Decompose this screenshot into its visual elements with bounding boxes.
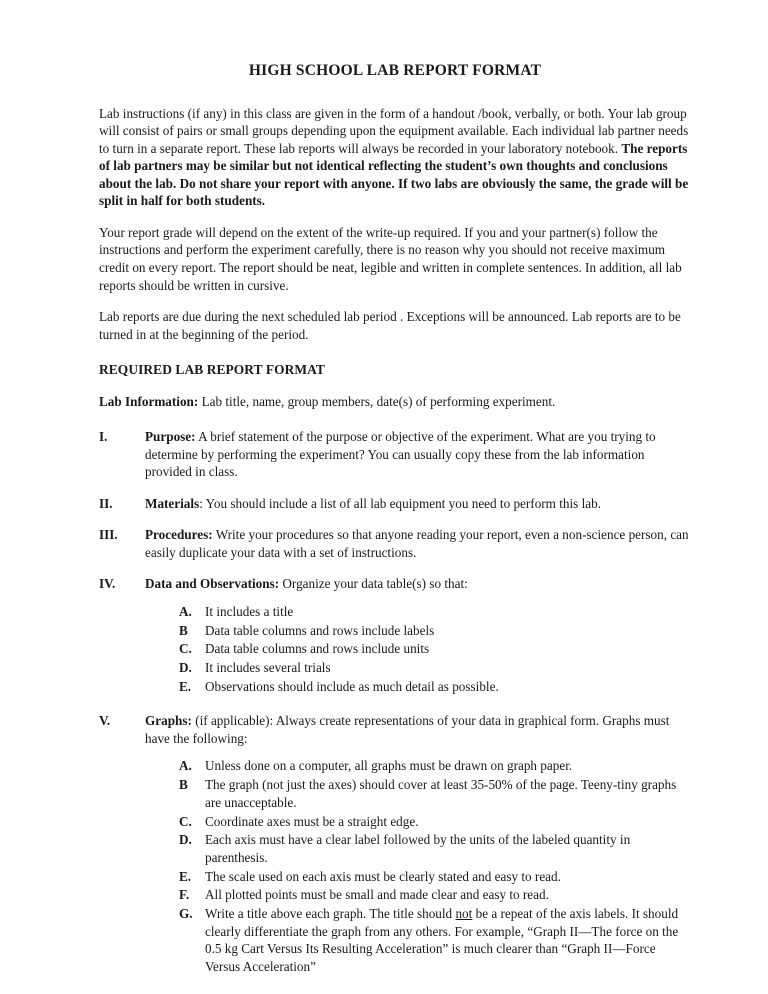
list-item (179, 776, 691, 811)
graph-title-rule-after: be a repeat of the axis labels. It should clearly differentiate the graph from any others. For example, “Graph II—The force on the 0.5 kg Cart Versus Its Resulting Acceleration” is much clearer than “Graph II—Force Versus Acceleration” (205, 905, 679, 975)
intro-paragraph-1-bold: The reports of lab partners may be similar but not identical reflecting the student’s own thoughts and conclusions about the lab. Do not share your report with anyone. If two labs are obviously the same, the grade will be split in half for both students. (99, 140, 689, 209)
list-item (179, 640, 691, 658)
list-item-marker: G. (179, 905, 193, 921)
list-item (179, 905, 691, 976)
list-item-marker: A. (179, 758, 192, 774)
list-item-label: Each axis must have a clear label followed by the units of the labeled quantity in parenthesis. (205, 832, 631, 865)
list-item-marker: D. (179, 832, 192, 848)
list-item (179, 757, 691, 775)
list-item (179, 603, 691, 621)
section-numeral-i: I. (99, 429, 108, 445)
list-item (179, 659, 691, 677)
section-graphs (99, 712, 691, 976)
document-content (99, 62, 691, 977)
section-procedures (99, 526, 691, 561)
list-item-label: All plotted points must be small and made clear and easy to read. (205, 887, 549, 903)
list-item-label: It includes a title (205, 603, 294, 619)
lab-information-line (99, 393, 691, 411)
section-materials-body (145, 495, 691, 513)
list-item-label: Unless done on a computer, all graphs must be drawn on graph paper. (205, 758, 573, 774)
section-purpose-text: A brief statement of the purpose or objective of the experiment. What are you trying to determine by performing the experiment? You can usually copy these from the lab information provided in class. (145, 429, 656, 480)
section-data-observations-label: Data and Observations: (145, 576, 280, 592)
section-purpose-body (145, 428, 691, 481)
page-title: HIGH SCHOOL LAB REPORT FORMAT (248, 62, 542, 79)
list-item (179, 868, 691, 886)
list-item (179, 886, 691, 904)
list-item (179, 813, 691, 831)
list-item-marker: E. (179, 868, 192, 884)
section-materials-text: : You should include a list of all lab equipment you need to perform this lab. (199, 495, 601, 511)
section-materials (99, 495, 691, 513)
graphs-sublist (179, 757, 691, 975)
list-item-marker: F. (179, 887, 190, 903)
lab-information-text: Lab title, name, group members, date(s) of performing experiment. (198, 393, 556, 409)
section-numeral-iv: IV. (99, 576, 116, 592)
section-procedures-body (145, 526, 691, 561)
list-item-marker: E. (179, 678, 192, 694)
section-procedures-label: Procedures: (145, 527, 213, 543)
section-data-observations-body (145, 575, 691, 696)
section-data-observations-text: Organize your data table(s) so that: (279, 576, 468, 592)
list-item-label: Observations should include as much detail as possible. (205, 678, 499, 694)
section-data-observations (99, 575, 691, 696)
intro-paragraph-2: Your report grade will depend on the extent of the write-up required. If you and your partner(s) follow the instructions and perform the experiment carefully, there is no reason why you should not receive maximum credit on every report. The report should be neat, legible and written in complete sentences. In addition, all lab reports should be written in cursive. (99, 224, 682, 293)
intro-paragraph-1 (99, 105, 691, 210)
list-item-marker: D. (179, 660, 192, 676)
section-materials-label: Materials (145, 495, 200, 511)
section-numeral-iii: III. (99, 527, 118, 543)
list-item (179, 678, 691, 696)
section-purpose-label: Purpose: (145, 429, 196, 445)
list-item (179, 622, 691, 640)
list-item-label: The scale used on each axis must be clearly stated and easy to read. (205, 868, 561, 884)
list-item-label (205, 905, 691, 976)
list-item-marker: B (179, 622, 188, 638)
section-numeral-v: V. (99, 713, 111, 729)
graph-title-rule-emphasis: not (455, 905, 473, 921)
intro-paragraph-3: Lab reports are due during the next scheduled lab period . Exceptions will be announced. Lab reports are to be turned in at the beginning of the period. (99, 309, 681, 342)
intro-paragraph-1-plain: Lab instructions (if any) in this class are given in the form of a handout /book, verbally, or both. Your lab group will consist of pairs or small groups depending upon the equipment available. Each individual lab partner needs to turn in a separate report. These lab reports will always be recorded in your laboratory notebook. (99, 105, 689, 156)
list-item-marker: C. (179, 641, 192, 657)
list-item-marker: B (179, 777, 188, 793)
lab-information-label: Lab Information: (99, 393, 199, 409)
list-item-label: The graph (not just the axes) should cover at least 35-50% of the page. Teeny-tiny graphs are unacceptable. (205, 777, 677, 810)
list-item-label: It includes several trials (205, 660, 331, 676)
graph-title-rule-before: Write a title above each graph. The title should (205, 905, 456, 921)
list-item-marker: A. (179, 603, 192, 619)
list-item-label: Data table columns and rows include units (205, 641, 430, 657)
list-item-label: Data table columns and rows include labels (205, 622, 435, 638)
required-format-heading: REQUIRED LAB REPORT FORMAT (99, 362, 325, 378)
section-graphs-text: (if applicable): Always create representations of your data in graphical form. Graphs must have the following: (145, 713, 670, 746)
section-numeral-ii: II. (99, 495, 113, 511)
list-item-label: Coordinate axes must be a straight edge. (205, 813, 419, 829)
section-graphs-body (145, 712, 691, 976)
section-procedures-text: Write your procedures so that anyone reading your report, even a non-science person, can easily duplicate your data with a set of instructions. (145, 527, 689, 560)
section-graphs-label: Graphs: (145, 713, 192, 729)
section-purpose (99, 428, 691, 481)
data-observations-sublist (179, 603, 691, 695)
list-item-marker: C. (179, 813, 192, 829)
list-item (179, 831, 691, 866)
